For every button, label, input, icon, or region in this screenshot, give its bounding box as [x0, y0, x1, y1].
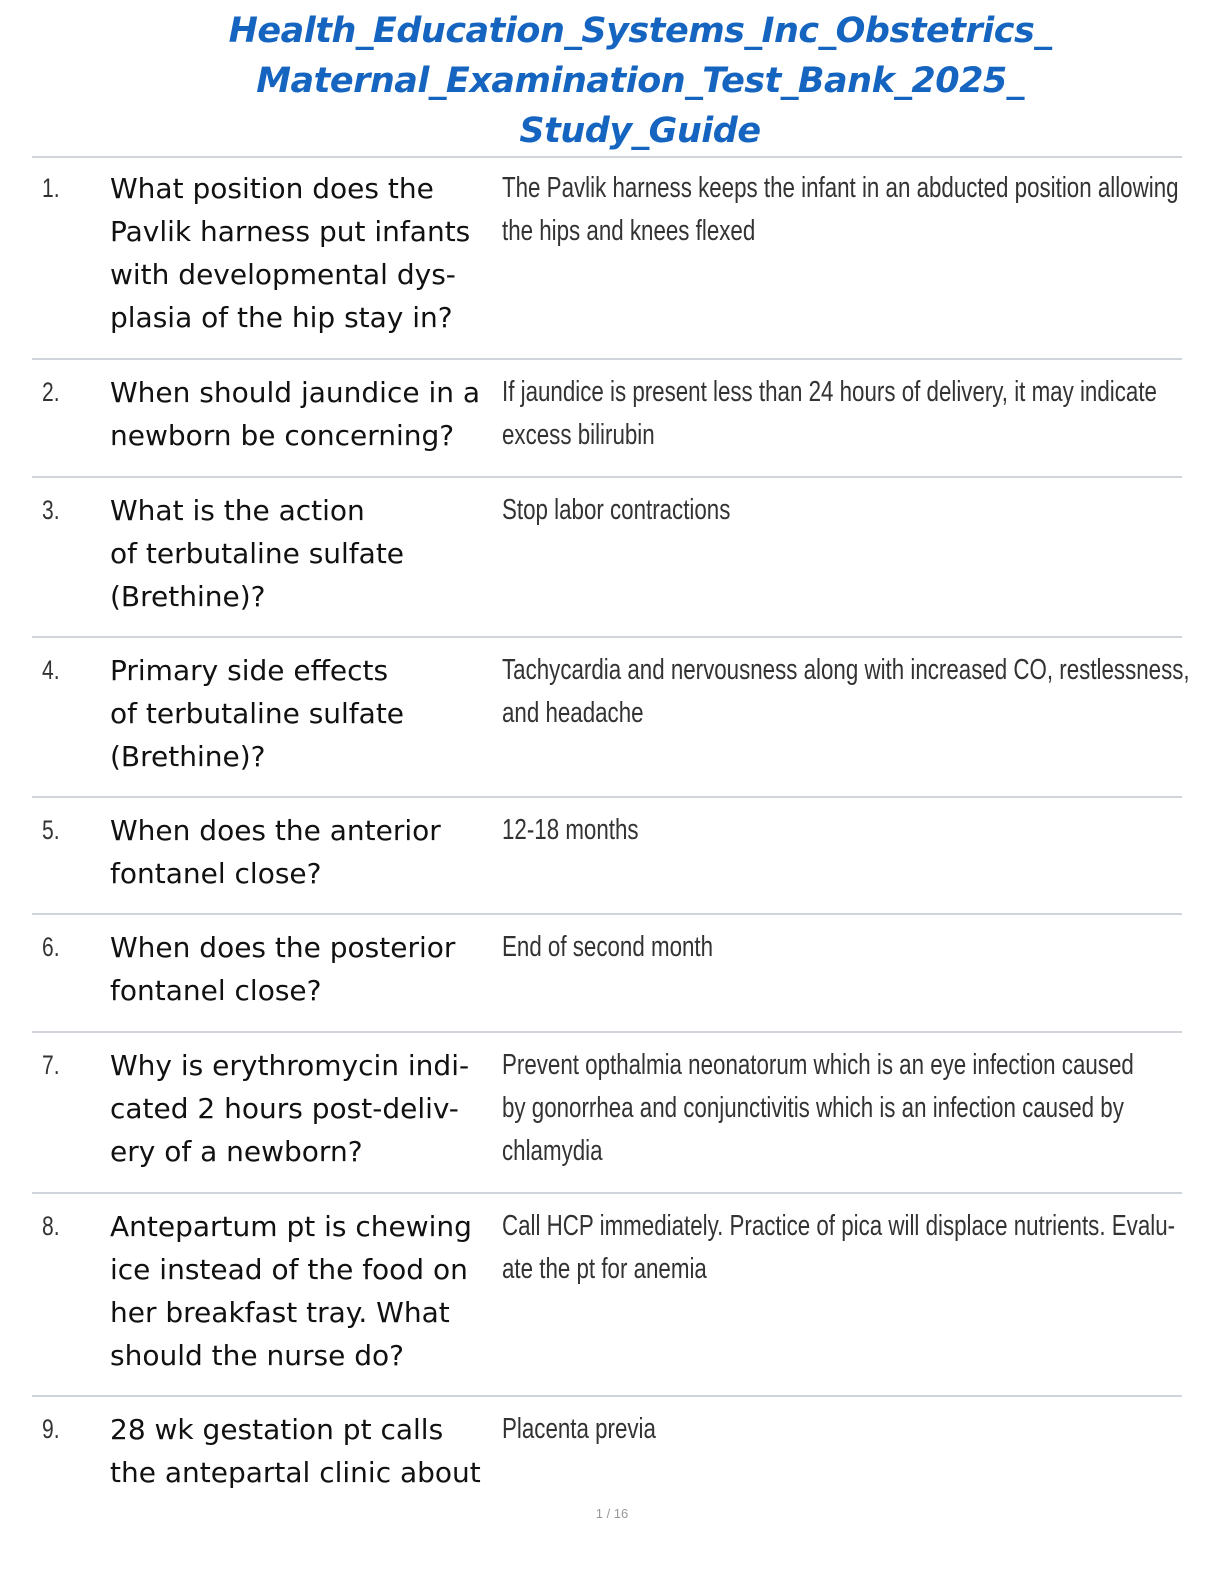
card-question	[110, 1044, 510, 1173]
question-line: Why is erythromycin indi-	[110, 1049, 470, 1082]
question-line: ery of a newborn?	[110, 1135, 363, 1168]
answer-line: the hips and knees flexed	[502, 215, 756, 247]
card-answer	[502, 1044, 1164, 1173]
question-line: should the nurse do?	[110, 1339, 404, 1372]
question-line: 28 wk gestation pt calls	[110, 1413, 444, 1446]
answer-line: by gonorrhea and conjunctivitis which is an infection caused by	[502, 1092, 1124, 1124]
question-line: her breakfast tray. What	[110, 1296, 450, 1329]
question-line: What position does the	[110, 172, 434, 205]
card-number: 8.	[42, 1211, 60, 1241]
answer-line: ate the pt for anemia	[502, 1253, 707, 1285]
question-line: with developmental dys-	[110, 258, 456, 291]
card-question	[110, 489, 510, 618]
question-line: the antepartal clinic about	[110, 1456, 481, 1489]
question-line: Pavlik harness put infants	[110, 215, 471, 248]
divider	[32, 1031, 1182, 1033]
divider	[32, 358, 1182, 360]
card-number: 7.	[42, 1050, 60, 1080]
card-number: 4.	[42, 655, 60, 685]
card-answer	[502, 1408, 1164, 1451]
card-number: 3.	[42, 495, 60, 525]
answer-line: and headache	[502, 697, 644, 729]
card-number: 2.	[42, 377, 60, 407]
question-line: newborn be concerning?	[110, 419, 455, 452]
answer-line: End of second month	[502, 931, 714, 963]
card-answer	[502, 926, 1164, 969]
card-number: 1.	[42, 173, 60, 203]
page-indicator: 1 / 16	[595, 1506, 629, 1521]
card-answer	[502, 649, 1190, 735]
card-question	[110, 1205, 510, 1377]
card-question	[110, 167, 510, 339]
card-question	[110, 926, 510, 1012]
card-question	[110, 649, 510, 778]
question-line: ice instead of the food on	[110, 1253, 468, 1286]
question-line: (Brethine)?	[110, 580, 266, 613]
card-answer	[502, 809, 1164, 852]
answer-line: Call HCP immediately. Practice of pica will displace nutrients. Evalu-	[502, 1210, 1176, 1242]
card-number: 9.	[42, 1414, 60, 1444]
question-line: fontanel close?	[110, 857, 322, 890]
card-question	[110, 1408, 510, 1494]
question-line: Antepartum pt is chewing	[110, 1210, 472, 1243]
question-line: of terbutaline sulfate	[110, 697, 405, 730]
answer-line: chlamydia	[502, 1135, 603, 1167]
question-line: (Brethine)?	[110, 740, 266, 773]
answer-line: If jaundice is present less than 24 hours of delivery, it may indicate	[502, 376, 1157, 408]
question-line: When should jaundice in a	[110, 376, 481, 409]
divider	[32, 156, 1182, 158]
card-answer	[502, 167, 1179, 253]
answer-line: Tachycardia and nervousness along with increased CO, restlessness,	[502, 654, 1190, 686]
question-line: What is the action	[110, 494, 365, 527]
question-line: Primary side effects	[110, 654, 389, 687]
title-line: Health_Education_Systems_Inc_Obstetrics_	[228, 11, 1052, 51]
card-question	[110, 809, 510, 895]
divider	[32, 796, 1182, 798]
answer-line: excess bilirubin	[502, 419, 655, 451]
divider	[32, 913, 1182, 915]
divider	[32, 476, 1182, 478]
question-line: of terbutaline sulfate	[110, 537, 405, 570]
divider	[32, 636, 1182, 638]
card-number: 6.	[42, 932, 60, 962]
question-line: fontanel close?	[110, 974, 322, 1007]
answer-line: Stop labor contractions	[502, 494, 731, 526]
card-answer	[502, 1205, 1176, 1291]
question-line: When does the anterior	[110, 814, 441, 847]
divider	[32, 1192, 1182, 1194]
title-line: Study_Guide	[519, 111, 761, 151]
card-answer	[502, 489, 1164, 532]
divider	[32, 1395, 1182, 1397]
answer-line: Prevent opthalmia neonatorum which is an eye infection caused	[502, 1049, 1134, 1081]
question-line: plasia of the hip stay in?	[110, 301, 453, 334]
answer-line: The Pavlik harness keeps the infant in an abducted position allowing	[502, 172, 1179, 204]
answer-line: Placenta previa	[502, 1413, 656, 1445]
card-question	[110, 371, 510, 457]
title-line: Maternal_Examination_Test_Bank_2025_	[256, 61, 1024, 101]
document-title	[60, 6, 1220, 156]
question-line: When does the posterior	[110, 931, 456, 964]
card-answer	[502, 371, 1164, 457]
card-number: 5.	[42, 815, 60, 845]
question-line: cated 2 hours post-deliv-	[110, 1092, 459, 1125]
answer-line: 12-18 months	[502, 814, 639, 846]
